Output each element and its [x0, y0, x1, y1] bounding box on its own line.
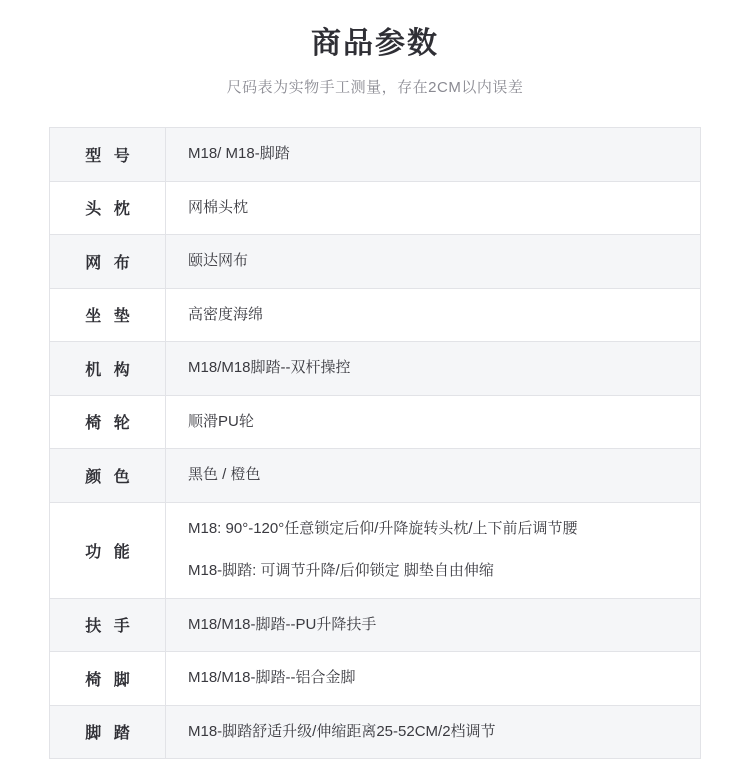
spec-label: 网 布	[50, 235, 166, 288]
spec-value	[166, 128, 700, 181]
page-subtitle: 尺码表为实物手工测量，存在2CM以内误差	[0, 76, 750, 97]
spec-value	[166, 235, 700, 288]
spec-label: 型 号	[50, 128, 166, 181]
spec-value-line: 网棉头枕	[188, 192, 700, 225]
spec-table	[49, 127, 701, 759]
spec-value-line: M18/ M18-脚踏	[188, 138, 700, 171]
spec-value	[166, 652, 700, 705]
spec-value-line: M18-脚踏舒适升级/伸缩距离25-52CM/2档调节	[188, 716, 700, 749]
table-row	[50, 342, 700, 396]
spec-value-line: M18/M18脚踏--双杆操控	[188, 352, 700, 385]
spec-value-line: M18: 90°-120°任意锁定后仰/升降旋转头枕/上下前后调节腰	[188, 513, 700, 546]
spec-label: 坐 垫	[50, 289, 166, 342]
spec-value-line: 顺滑PU轮	[188, 406, 700, 439]
spec-value-line: 高密度海绵	[188, 299, 700, 332]
page-title: 商品参数	[0, 0, 750, 62]
spec-label: 扶 手	[50, 599, 166, 652]
table-row	[50, 652, 700, 706]
spec-value	[166, 449, 700, 502]
table-row	[50, 503, 700, 599]
spec-value-line: 颐达网布	[188, 245, 700, 278]
spec-label: 椅 脚	[50, 652, 166, 705]
spec-label: 机 构	[50, 342, 166, 395]
table-row	[50, 599, 700, 653]
spec-label: 头 枕	[50, 182, 166, 235]
spec-label: 脚 踏	[50, 706, 166, 759]
spec-value	[166, 706, 700, 759]
spec-value	[166, 342, 700, 395]
spec-value	[166, 182, 700, 235]
spec-value	[166, 396, 700, 449]
table-row	[50, 396, 700, 450]
spec-value-line: 黑色 / 橙色	[188, 459, 700, 492]
spec-value	[166, 503, 700, 598]
spec-value	[166, 289, 700, 342]
table-row	[50, 128, 700, 182]
table-row	[50, 182, 700, 236]
table-row	[50, 706, 700, 759]
table-row	[50, 235, 700, 289]
spec-label: 椅 轮	[50, 396, 166, 449]
spec-value-line: M18/M18-脚踏--PU升降扶手	[188, 609, 700, 642]
spec-label: 颜 色	[50, 449, 166, 502]
table-row	[50, 449, 700, 503]
spec-value-line: M18-脚踏: 可调节升降/后仰锁定 脚垫自由伸缩	[188, 555, 700, 588]
spec-label: 功 能	[50, 503, 166, 598]
spec-value	[166, 599, 700, 652]
table-row	[50, 289, 700, 343]
spec-value-line: M18/M18-脚踏--铝合金脚	[188, 662, 700, 695]
